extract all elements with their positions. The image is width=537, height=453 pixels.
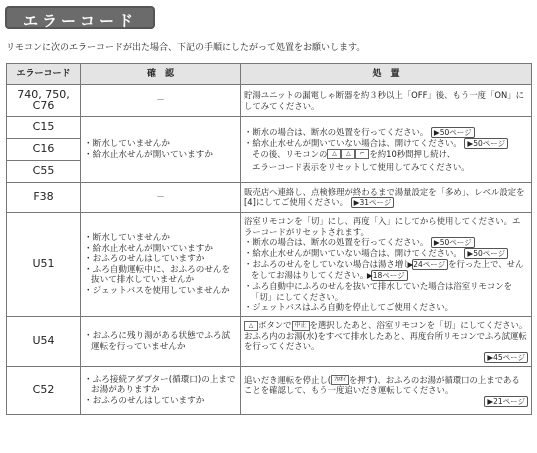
action-text: を約10秒間押し続け、 — [369, 148, 456, 159]
check-cell — [81, 213, 241, 317]
check-text: ・おふろのせんはしていますか — [84, 395, 205, 406]
action-cell — [241, 213, 532, 317]
action-cell — [241, 117, 532, 183]
table-row — [7, 317, 532, 367]
action-text: を押す)、おふろのお湯が循環口の上まであることを確認して、もう一度追いだき運転してください。 — [244, 374, 520, 395]
page-ref: ▶18ページ — [371, 270, 408, 281]
check-cell — [81, 117, 241, 183]
action-cell — [241, 317, 532, 367]
action-text: 浴室リモコンを「切」にし、再度「入」にしてから使用してください。エラーコードがリセットされます。 — [244, 216, 521, 237]
error-code: C52 — [7, 367, 81, 415]
table-row — [7, 367, 532, 415]
error-code: C15 — [7, 117, 81, 139]
page-ref: ▶50ページ — [464, 248, 508, 259]
check-text: ・おふろに残り湯がある状態でふろ試運転を行っていませんか — [84, 331, 231, 352]
stop-key-icon: 中止 — [292, 321, 310, 331]
remote-key-icon: △ — [244, 321, 258, 331]
action-text: を行った上で、せんをしてお湯はりしてください。 — [251, 259, 524, 281]
reheat-key-icon: ﾌﾛｵｲ — [331, 375, 349, 385]
bath-key-icon: ⌐ — [355, 149, 369, 159]
error-code-table — [6, 63, 532, 415]
check-text: ・給水止水せんが開いていますか — [84, 243, 213, 254]
table-row — [7, 183, 532, 213]
check-text: ・給水止水せんが開いていますか — [84, 149, 213, 160]
header-row — [7, 64, 532, 85]
header-code: エラーコード — [7, 64, 81, 85]
action-text: その後、リモコンの — [252, 148, 328, 159]
table-row — [7, 213, 532, 317]
page-ref: ▶50ページ — [431, 237, 475, 248]
table-row — [7, 117, 532, 139]
action-text: ・おふろのせんをしていない場合は湯さ増し — [244, 259, 412, 270]
check-text: ・おふろのせんはしていますか — [84, 254, 205, 264]
action-text: ・給水止水せんが開いていない場合は、開けてください。 — [244, 248, 462, 259]
action-text: ・断水の場合は、断水の処置を行ってください。 — [244, 237, 429, 248]
check-cell — [81, 317, 241, 367]
action-text: ・ふろ自動中にふろのせんを抜いて排水していた場合は浴室リモコンを「切」にしてください。 — [244, 281, 512, 302]
check-text: － — [81, 183, 241, 213]
action-text: おふろ内のお湯(水)をすべて排水したあと、再度台所リモコンでふろ試運転を行ってください。 — [244, 330, 527, 352]
error-code: U51 — [7, 213, 81, 317]
action-text: を選択したあと、浴室リモコンを「切」にしてください。 — [309, 320, 528, 331]
check-text: ・ジェットバスを使用していませんか — [84, 285, 230, 296]
check-cell — [81, 367, 241, 415]
check-text: ・断水していませんか — [84, 233, 170, 243]
error-code: U54 — [7, 317, 81, 367]
action-text: エラーコード表示をリセットして使用してみてください。 — [252, 162, 470, 172]
check-text: ・ふろ接続アダプター(循環口)の上までお湯がありますか — [84, 374, 236, 396]
action-text: 貯湯ユニットの漏電しゃ断器を約３秒以上「OFF」後、もう一度「ON」にしてみてください。 — [241, 85, 532, 117]
action-text: ・ジェットバスはふろ自動を停止してご使用ください。 — [244, 302, 454, 313]
section-title-badge — [5, 6, 155, 29]
action-text: 販売店へ連絡し、点検修理が終わるまで湯量設定を「多め」、レベル設定を[4]にしてご使用ください。 — [244, 186, 525, 208]
action-text: ボタンで — [258, 320, 292, 331]
action-text: ・断水の場合は、断水の処置を行ってください。 — [244, 126, 429, 137]
action-text: 追いだき運転を停止し( — [244, 374, 332, 385]
check-text: ・断水していませんか — [84, 139, 170, 149]
action-cell — [241, 367, 532, 415]
header-action: 処 置 — [241, 64, 532, 85]
table-row — [7, 85, 532, 117]
intro-text: リモコンに次のエラーコードが出た場合、下記の手順にしたがって処置をお願いします。 — [6, 43, 366, 53]
check-text: － — [81, 85, 241, 117]
error-code: 740, 750, C76 — [7, 85, 81, 117]
remote-key-icon: △ — [327, 149, 341, 159]
action-cell — [241, 183, 532, 213]
page-ref: ▶24ページ — [412, 259, 449, 270]
section-title: エラーコード — [22, 12, 137, 30]
remote-key-icon: △ — [341, 149, 355, 159]
action-text: ・給水止水せんが開いていない場合は、開けてください。 — [244, 137, 462, 148]
error-code: F38 — [7, 183, 81, 213]
error-code: C16 — [7, 139, 81, 161]
header-check: 確 認 — [81, 64, 241, 85]
page-ref: ▶50ページ — [464, 138, 508, 149]
page-ref: ▶21ページ — [484, 396, 528, 407]
check-text: ・ふろ自動運転中に、おふろのせんを抜いて排水していませんか — [84, 264, 231, 285]
page-ref: ▶50ページ — [431, 127, 475, 138]
page-ref: ▶31ページ — [351, 197, 395, 208]
page-ref: ▶45ページ — [484, 352, 528, 363]
error-code: C55 — [7, 161, 81, 183]
